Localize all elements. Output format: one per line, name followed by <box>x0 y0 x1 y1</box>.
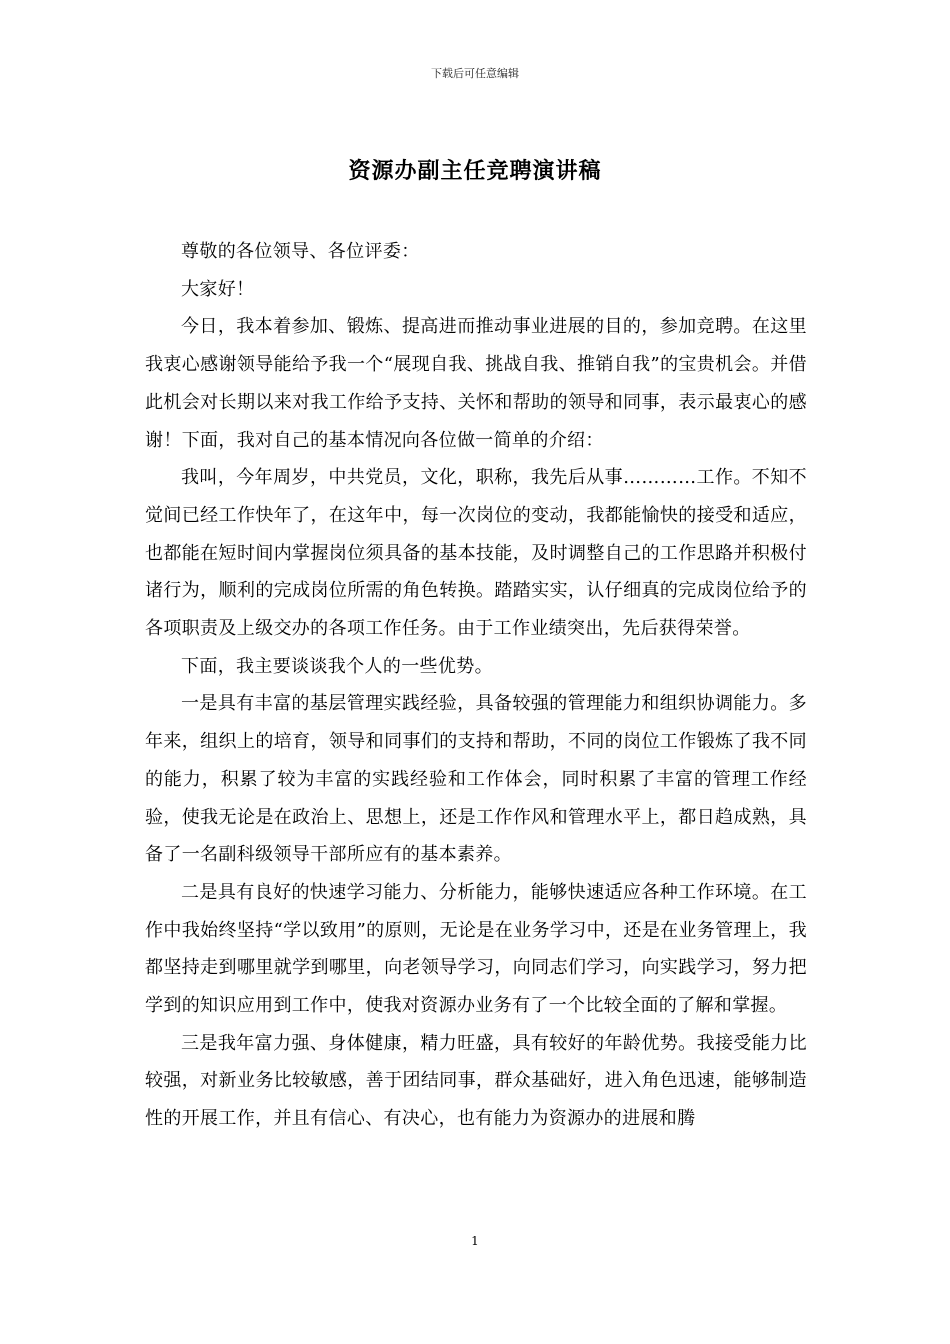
paragraph-strength-one: 一是具有丰富的基层管理实践经验，具备较强的管理能力和组织协调能力。多年来，组织上的培育，领导和同事们的支持和帮助，不同的岗位工作锻炼了我不同的能力，积累了较为丰富的实践经验和工作体会，同时积累了丰富的管理工作经验，使我无论是在政治上、思想上，还是工作作风和管理水平上，都日趋成熟，具备了一名副科级领导干部所应有的基本素养。 <box>145 693 807 866</box>
page-header-note: 下载后可任意编辑 <box>431 67 519 80</box>
paragraph-greeting: 大家好！ <box>181 278 255 300</box>
page-number: 1 <box>471 1234 479 1248</box>
paragraph-introduction: 今日，我本着参加、锻炼、提高进而推动事业进展的目的，参加竞聘。在这里我衷心感谢领导能给予我一个“展现自我、挑战自我、推销自我”的宝贵机会。并借此机会对长期以来对我工作给予支持、关怀和帮助的领导和同事，表示最衷心的感谢！下面，我对自己的基本情况向各位做一简单的介绍： <box>145 316 807 451</box>
paragraph-strength-two: 二是具有良好的快速学习能力、分析能力，能够快速适应各种工作环境。在工作中我始终坚持“学以致用”的原则，无论是在业务学习中，还是在业务管理上，我都坚持走到哪里就学到哪里，向老领导学习，向同志们学习，向实践学习，努力把学到的知识应用到工作中，使我对资源办业务有了一个比较全面的了解和掌握。 <box>145 881 807 1017</box>
paragraph-strength-three: 三是我年富力强、身体健康，精力旺盛，具有较好的年龄优势。我接受能力比较强，对新业务比较敏感，善于团结同事，群众基础好，进入角色迅速，能够制造性的开展工作，并且有信心、有决心，也有能力为资源办的进展和腾 <box>145 1032 807 1130</box>
paragraph-strengths-intro: 下面，我主要谈谈我个人的一些优势。 <box>181 655 493 677</box>
document-title: 资源办副主任竞聘演讲稿 <box>348 158 602 184</box>
paragraph-salutation: 尊敬的各位领导、各位评委： <box>181 241 420 262</box>
document-body <box>145 233 807 1138</box>
paragraph-background: 我叫，今年周岁，中共党员，文化，职称，我先后从事…………工作。不知不觉间已经工作快年了，在这年中，每一次岗位的变动，我都能愉快的接受和适应，也都能在短时间内掌握岗位须具备的基本技能，及时调整自己的工作思路并积极付诸行为，顺利的完成岗位所需的角色转换。踏踏实实，认仔细真的完成岗位给予的各项职责及上级交办的各项工作任务。由于工作业绩突出，先后获得荣誉。 <box>145 467 807 640</box>
